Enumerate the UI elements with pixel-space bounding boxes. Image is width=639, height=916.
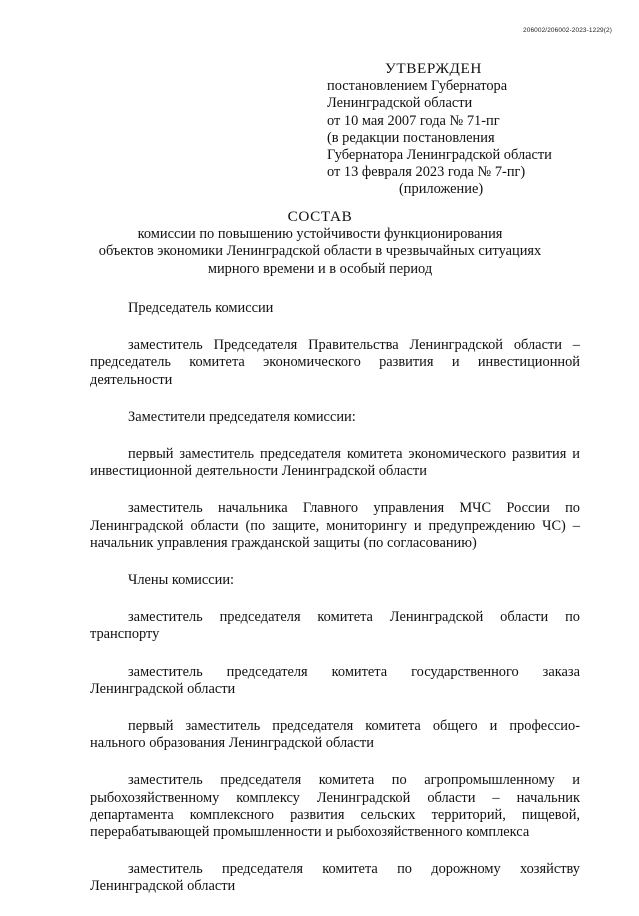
member-paragraph: заместитель Председателя Правительства Ленинградской области – председатель комитета экономического развития и инвестиционной деятельности — [90, 337, 580, 388]
approval-line-appendix: (приложение) — [399, 181, 484, 198]
section-label-deputies: Заместители председателя комиссии: — [128, 408, 356, 425]
approval-line: постановлением Губернатора — [327, 78, 508, 95]
approval-line: Губернатора Ленинградской области — [327, 147, 552, 164]
document-number: 206002/206002-2023-1229(2) — [523, 27, 612, 34]
document-body — [90, 300, 580, 916]
approval-title: УТВЕРЖДЕН — [385, 60, 482, 77]
member-paragraph: заместитель председателя комитета по агропромышленному и рыбохозяйственному комплексу Ленинградской области – начальник департамента комплексного развития сельских территорий, пищевой, перерабатывающей промышленности и рыбохозяйственного комплекса — [90, 772, 580, 841]
member-paragraph: заместитель председателя комитета Ленинградской области по транспорту — [90, 609, 580, 643]
approval-line: от 13 февраля 2023 года № 7-пг) — [327, 164, 526, 181]
member-paragraph: заместитель председателя комитета по дорожному хозяйству Ленинградской области — [90, 861, 580, 895]
member-paragraph: заместитель председателя комитета государственного заказа Ленинградской области — [90, 663, 580, 697]
heading-line: мирного времени и в особый период — [207, 260, 433, 277]
section-label-chairman: Председатель комиссии — [128, 300, 274, 316]
approval-line: от 10 мая 2007 года № 71-пг — [327, 112, 500, 129]
member-paragraph: первый заместитель председателя комитета экономического развития и инвестиционной деятельности Ленинградской области — [90, 446, 580, 480]
member-paragraph: заместитель начальника Главного управления МЧС России по Ленинградской области (по защите, мониторингу и предупреждению ЧС) – начальник управления гражданской защиты (по согласованию) — [90, 500, 580, 551]
document-heading — [60, 208, 580, 278]
approval-block — [327, 60, 617, 199]
approval-line: Ленинградской области — [327, 95, 473, 112]
heading-line: объектов экономики Ленинградской области в чрезвычайных ситуациях — [98, 243, 542, 260]
member-paragraph: первый заместитель председателя комитета общего и профессио-нального образования Ленинградской области — [90, 718, 580, 752]
heading-line: комиссии по повышению устойчивости функционирования — [137, 226, 503, 243]
section-label-members: Члены комиссии: — [128, 572, 235, 589]
heading-title: СОСТАВ — [287, 208, 353, 225]
approval-line: (в редакции постановления — [327, 129, 495, 146]
